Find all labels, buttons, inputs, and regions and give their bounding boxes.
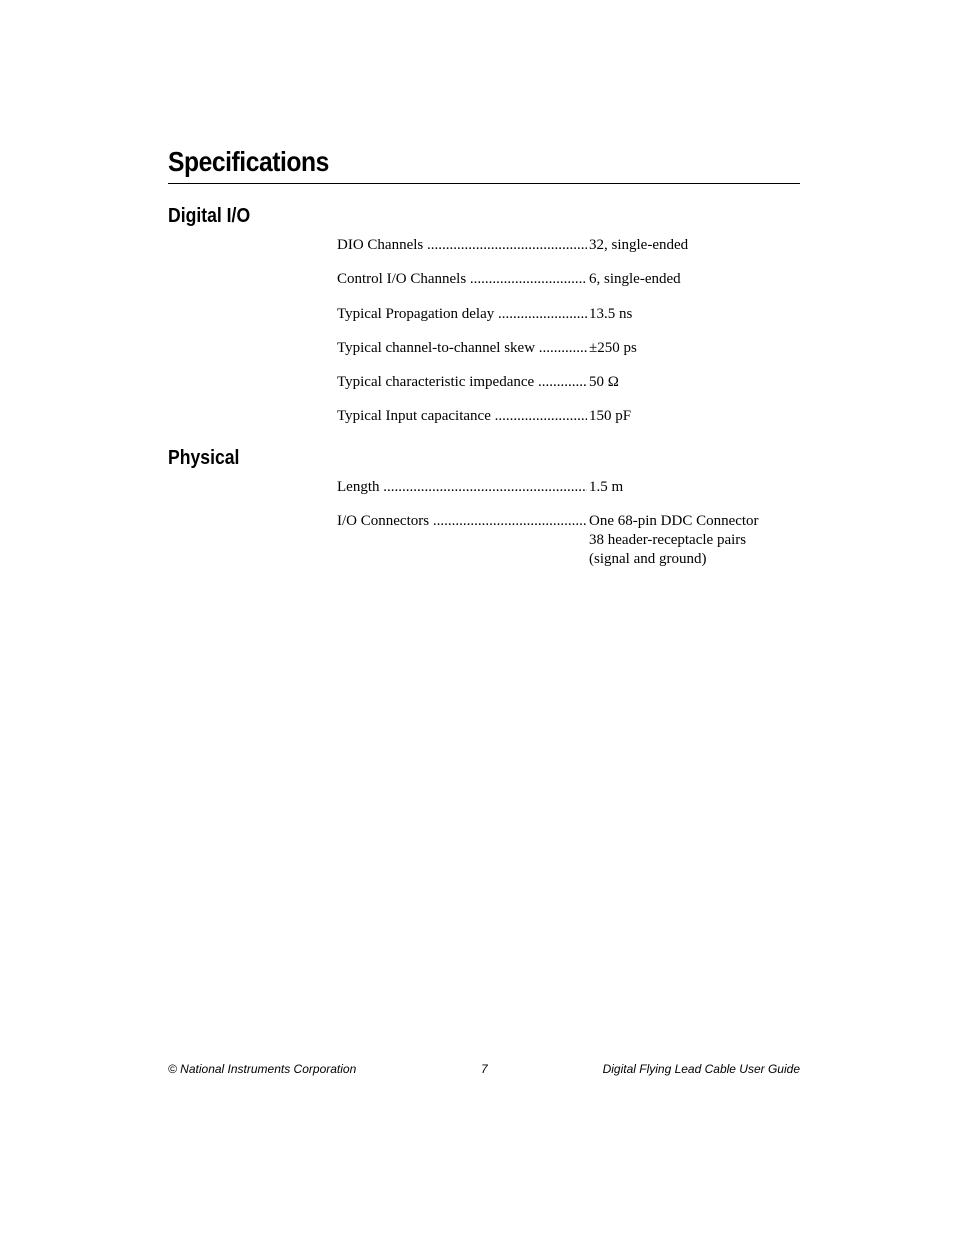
- page-title: Specifications: [168, 146, 329, 177]
- spec-value: 6, single-ended: [589, 271, 681, 287]
- spec-value: ±250 ps: [589, 340, 637, 356]
- spec-label: Typical Propagation delay .....: [337, 305, 587, 324]
- spec-value: 13.5 ns: [589, 306, 633, 322]
- spec-label: Typical Input capacitance .....: [337, 407, 587, 426]
- spec-label: I/O Connectors .....: [337, 512, 587, 531]
- spec-value-line: (signal and ground): [589, 551, 707, 567]
- spec-label: Typical characteristic impedance .....: [337, 373, 587, 392]
- spec-label: DIO Channels .....: [337, 236, 587, 255]
- footer-document-title: Digital Flying Lead Cable User Guide: [602, 1062, 800, 1076]
- section-heading-physical: Physical: [168, 447, 240, 469]
- spec-value: 1.5 m: [589, 479, 624, 495]
- footer-page-number: 7: [481, 1062, 488, 1076]
- spec-value: 50 Ω: [589, 374, 619, 390]
- spec-label: Length .....: [337, 478, 587, 497]
- spec-label: Typical channel-to-channel skew .....: [337, 339, 587, 358]
- spec-value: [589, 512, 800, 569]
- section-heading-digital-io: Digital I/O: [168, 205, 251, 227]
- title-divider: [168, 183, 800, 184]
- spec-value: 150 pF: [589, 408, 632, 424]
- spec-value-line: One 68-pin DDC Connector: [589, 513, 759, 529]
- spec-value-line: 38 header-receptacle pairs: [589, 532, 747, 548]
- footer-copyright: © National Instruments Corporation: [168, 1062, 357, 1076]
- spec-value: 32, single-ended: [589, 237, 689, 253]
- spec-label: Control I/O Channels .....: [337, 270, 587, 289]
